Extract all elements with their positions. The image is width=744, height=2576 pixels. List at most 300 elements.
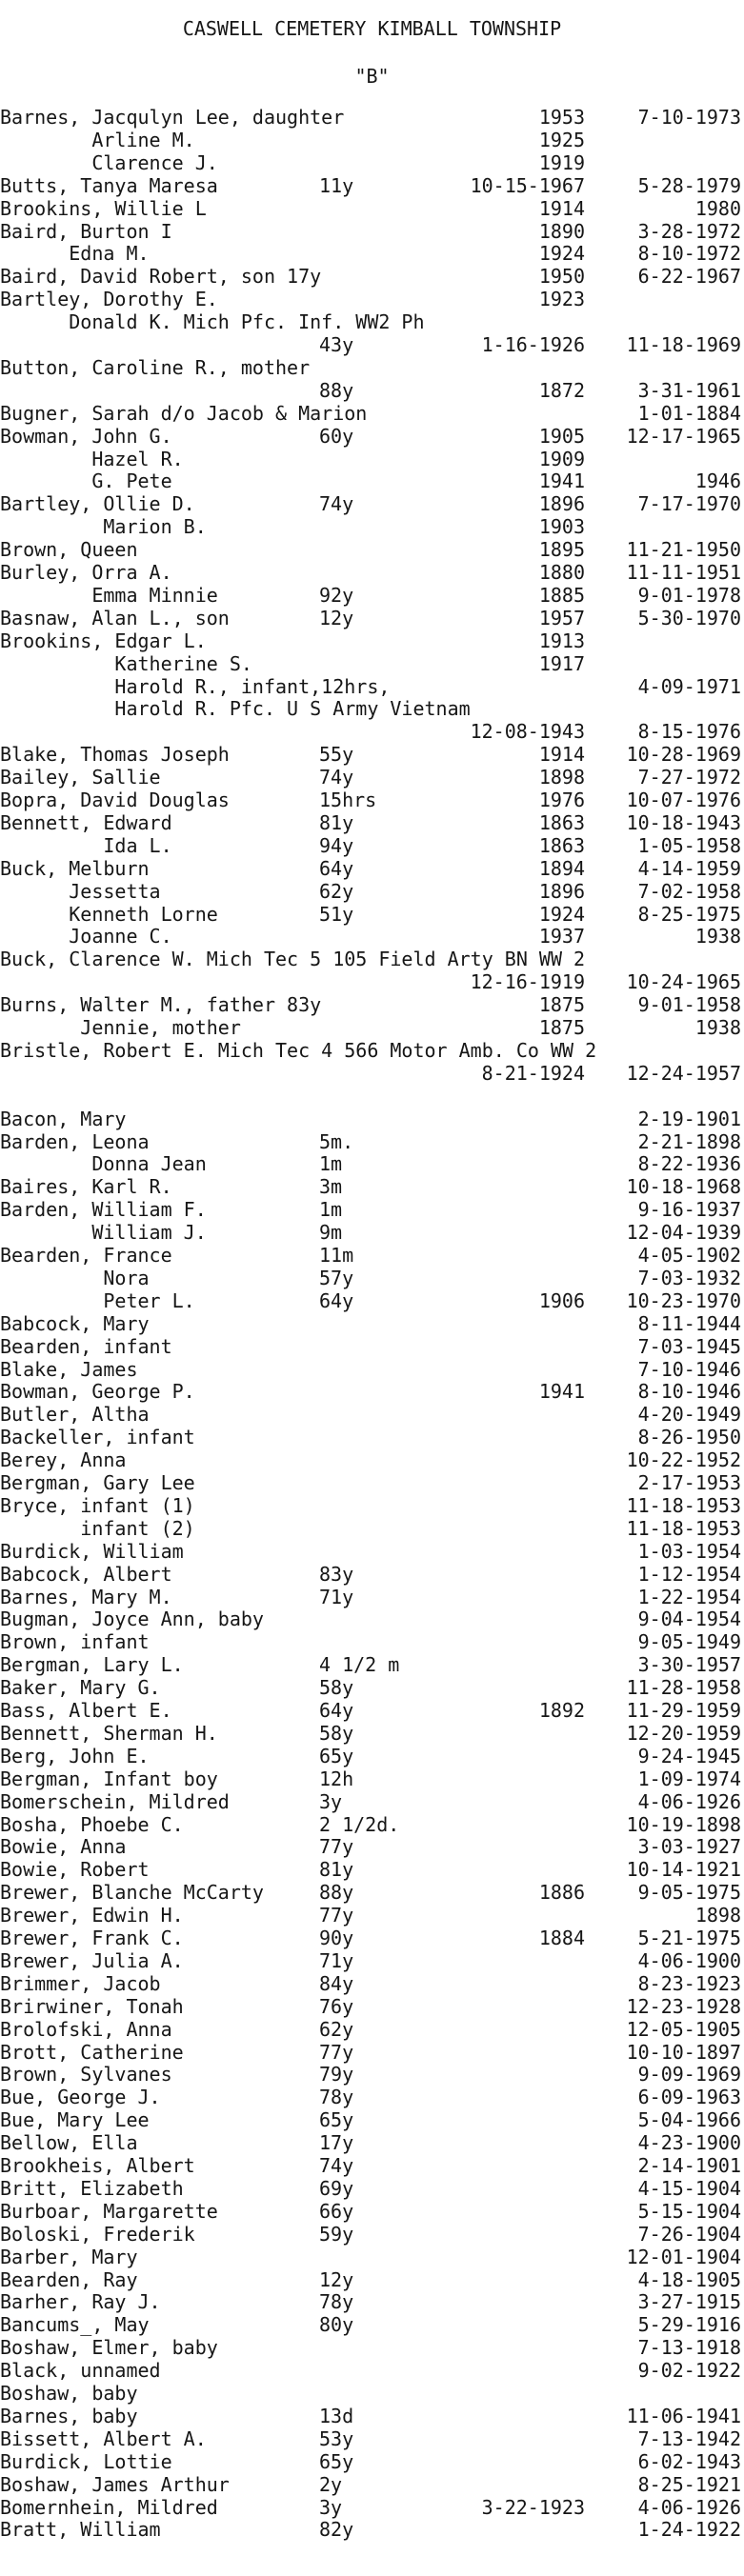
burial-record xyxy=(0,175,744,196)
deceased-name: Brewer, Frank C. xyxy=(0,1927,184,1949)
deceased-name: Burdick, William xyxy=(0,1539,184,1563)
age-at-death: 78y xyxy=(319,2086,354,2109)
death-date: 10-18-1943 xyxy=(626,810,741,834)
burial-record xyxy=(0,2224,744,2245)
age-at-death: 11m xyxy=(319,1244,354,1267)
deceased-name: Joanne C. xyxy=(0,925,172,949)
deceased-name: Ida L. xyxy=(0,833,172,857)
burial-record xyxy=(0,2155,744,2176)
burial-record xyxy=(0,289,744,310)
deceased-name: Blake, Thomas Joseph xyxy=(0,743,230,767)
birth-date: 1872 xyxy=(538,378,585,402)
deceased-name: William J. xyxy=(0,1221,207,1245)
burial-record xyxy=(0,426,744,447)
burial-record xyxy=(0,380,744,401)
death-date: 2-19-1901 xyxy=(637,1107,741,1130)
age-at-death: 77y xyxy=(319,2040,354,2064)
burial-record xyxy=(0,1608,744,1629)
deceased-name: Kenneth Lorne xyxy=(0,902,218,926)
deceased-name: Bacon, Mary xyxy=(0,1107,127,1130)
burial-record xyxy=(0,721,744,742)
deceased-name: Berg, John E. xyxy=(0,1744,150,1767)
deceased-name: Boshaw, baby xyxy=(0,2382,138,2405)
burial-record xyxy=(0,1359,744,1380)
death-date: 1-05-1958 xyxy=(637,833,741,857)
age-at-death: 5m. xyxy=(319,1129,354,1153)
deceased-name: Baker, Mary G. xyxy=(0,1676,161,1700)
death-date: 8-22-1936 xyxy=(637,1152,741,1176)
deceased-name: Bosha, Phoebe C. xyxy=(0,1812,184,1836)
age-at-death: 82y xyxy=(319,2518,354,2542)
burial-record xyxy=(0,630,744,651)
burial-record xyxy=(0,1882,744,1903)
birth-date: 1919 xyxy=(538,150,585,174)
deceased-name: Brown, infant xyxy=(0,1630,150,1654)
age-at-death: 83y xyxy=(319,1562,354,1586)
age-at-death: 80y xyxy=(319,2313,354,2337)
death-date: 11-18-1953 xyxy=(626,1516,741,1540)
deceased-name: Barden, William F. xyxy=(0,1198,207,1222)
death-date: 11-18-1969 xyxy=(626,333,741,356)
deceased-name: Harold R., infant,12hrs, xyxy=(0,674,391,698)
age-at-death: 12h xyxy=(319,1767,354,1790)
deceased-name: Bartley, Ollie D. xyxy=(0,492,195,516)
death-date: 8-11-1944 xyxy=(637,1311,741,1335)
burial-record xyxy=(0,858,744,879)
death-date: 5-28-1979 xyxy=(637,173,741,197)
death-date: 9-01-1978 xyxy=(637,583,741,607)
age-at-death: 9m xyxy=(319,1221,343,1245)
burial-record xyxy=(0,1631,744,1652)
birth-date: 1924 xyxy=(538,902,585,926)
deceased-name: Brown, Queen xyxy=(0,538,138,562)
age-at-death: 55y xyxy=(319,743,354,767)
birth-date: 1863 xyxy=(538,810,585,834)
burial-record xyxy=(0,311,744,332)
death-date: 9-05-1949 xyxy=(637,1630,741,1654)
burial-record xyxy=(0,334,744,355)
birth-date: 1880 xyxy=(538,561,585,584)
burial-record xyxy=(0,1950,744,1971)
burial-record xyxy=(0,1381,744,1402)
burial-record xyxy=(0,2178,744,2199)
deceased-name: Blake, James xyxy=(0,1357,138,1381)
deceased-name: Harold R. Pfc. U S Army Vietnam xyxy=(0,697,471,721)
death-date: 9-24-1945 xyxy=(637,1744,741,1767)
death-date: 11-29-1959 xyxy=(626,1699,741,1722)
burial-record xyxy=(0,1768,744,1789)
burial-record xyxy=(0,1973,744,1994)
death-date: 10-23-1970 xyxy=(626,1288,741,1312)
deceased-name: Brimmer, Jacob xyxy=(0,1971,161,1995)
age-at-death: 3y xyxy=(319,1789,343,1813)
burial-record xyxy=(0,2132,744,2153)
age-at-death: 65y xyxy=(319,2449,354,2473)
age-at-death: 15hrs xyxy=(319,789,377,811)
deceased-name: Barden, Leona xyxy=(0,1129,150,1153)
deceased-name: Burley, Orra A. xyxy=(0,561,172,584)
deceased-name: Marion B. xyxy=(0,515,207,539)
deceased-name: Baires, Karl R. xyxy=(0,1175,172,1199)
death-date: 12-04-1939 xyxy=(626,1221,741,1245)
age-at-death: 12y xyxy=(319,2267,354,2291)
death-date: 12-05-1905 xyxy=(626,2017,741,2041)
deceased-name: Bowie, Anna xyxy=(0,1835,127,1859)
deceased-name: Burboar, Margarette xyxy=(0,2199,218,2223)
burial-record xyxy=(0,653,744,674)
age-at-death: 3m xyxy=(319,1175,343,1199)
burial-record xyxy=(0,2064,744,2085)
age-at-death: 74y xyxy=(319,766,354,789)
deceased-name: Barber, Mary xyxy=(0,2245,138,2268)
burial-record xyxy=(0,2406,744,2426)
death-date: 2-21-1898 xyxy=(637,1129,741,1153)
deceased-name: Jessetta xyxy=(0,879,161,903)
birth-date: 1925 xyxy=(538,128,585,151)
burial-record xyxy=(0,1040,744,1061)
death-date: 7-02-1958 xyxy=(637,879,741,903)
deceased-name: Clarence J. xyxy=(0,150,218,174)
death-date: 12-23-1928 xyxy=(626,1994,741,2018)
burial-record xyxy=(0,1700,744,1721)
age-at-death: 60y xyxy=(319,424,354,448)
deceased-name: Nora xyxy=(0,1266,150,1289)
burial-record xyxy=(0,221,744,242)
birth-date: 1957 xyxy=(538,606,585,629)
deceased-name: Bowman, George P. xyxy=(0,1380,195,1404)
birth-date: 1875 xyxy=(538,1016,585,1039)
death-date: 12-01-1904 xyxy=(626,2245,741,2268)
age-at-death: 74y xyxy=(319,492,354,516)
deceased-name: Brookins, Willie L xyxy=(0,196,207,220)
age-at-death: 51y xyxy=(319,902,354,926)
death-date: 11-11-1951 xyxy=(626,561,741,584)
age-at-death: 76y xyxy=(319,1994,354,2018)
death-date: 1938 xyxy=(694,1016,741,1039)
deceased-name: Black, unnamed xyxy=(0,2359,161,2383)
deceased-name: Brookins, Edgar L. xyxy=(0,629,207,652)
birth-date: 1863 xyxy=(538,833,585,857)
death-date: 12-17-1965 xyxy=(626,424,741,448)
birth-date: 12-08-1943 xyxy=(470,720,585,744)
burial-record xyxy=(0,1063,744,1084)
death-date: 8-15-1976 xyxy=(637,720,741,744)
deceased-name: Buck, Clarence W. Mich Tec 5 105 Field Arty BN WW 2 xyxy=(0,948,586,971)
birth-date: 1909 xyxy=(538,447,585,470)
birth-date: 1950 xyxy=(538,265,585,289)
age-at-death: 2 1/2d. xyxy=(319,1812,400,1836)
age-at-death: 69y xyxy=(319,2176,354,2200)
burial-record xyxy=(0,904,744,925)
deceased-name: Bryce, infant (1) xyxy=(0,1493,195,1517)
burial-record xyxy=(0,1131,744,1152)
burial-record xyxy=(0,2109,744,2130)
deceased-name: Hazel R. xyxy=(0,447,184,470)
section-letter: "B" xyxy=(354,65,390,88)
deceased-name: Bratt, William xyxy=(0,2518,161,2542)
birth-date: 10-15-1967 xyxy=(470,173,585,197)
deceased-name: Boshaw, Elmer, baby xyxy=(0,2336,218,2360)
burial-record xyxy=(0,2201,744,2222)
death-date: 10-24-1965 xyxy=(626,970,741,994)
burial-record xyxy=(0,562,744,583)
age-at-death: 81y xyxy=(319,810,354,834)
birth-date: 1896 xyxy=(538,492,585,516)
age-at-death: 2y xyxy=(319,2472,343,2496)
death-date: 10-22-1952 xyxy=(626,1448,741,1472)
birth-date: 1895 xyxy=(538,538,585,562)
burial-record xyxy=(0,1541,744,1562)
death-date: 8-23-1923 xyxy=(637,1971,741,1995)
deceased-name: Barnes, Jacqulyn Lee, daughter xyxy=(0,106,345,129)
birth-date: 1937 xyxy=(538,925,585,949)
burial-record xyxy=(0,2519,744,2540)
burial-record xyxy=(0,1905,744,1926)
birth-date: 1914 xyxy=(538,743,585,767)
deceased-name: Bennett, Edward xyxy=(0,810,172,834)
deceased-name: Brolofski, Anna xyxy=(0,2017,172,2041)
burial-record xyxy=(0,357,744,378)
death-date: 4-18-1905 xyxy=(637,2267,741,2291)
death-date: 12-24-1957 xyxy=(626,1061,741,1085)
burial-record xyxy=(0,1199,744,1220)
burial-record xyxy=(0,2497,744,2518)
death-date: 4-20-1949 xyxy=(637,1403,741,1427)
birth-date: 1886 xyxy=(538,1881,585,1905)
death-date: 7-03-1945 xyxy=(637,1334,741,1358)
birth-date: 12-16-1919 xyxy=(470,970,585,994)
death-date: 12-20-1959 xyxy=(626,1721,741,1745)
deceased-name: Bergman, Gary Lee xyxy=(0,1471,195,1494)
death-date: 11-28-1958 xyxy=(626,1676,741,1700)
death-date: 1938 xyxy=(694,925,741,949)
birth-date: 1953 xyxy=(538,106,585,129)
birth-date: 1941 xyxy=(538,1380,585,1404)
age-at-death: 88y xyxy=(319,1881,354,1905)
burial-record xyxy=(0,493,744,514)
birth-date: 1884 xyxy=(538,1927,585,1949)
age-at-death: 94y xyxy=(319,833,354,857)
burial-record xyxy=(0,1449,744,1470)
death-date: 1898 xyxy=(694,1904,741,1927)
death-date: 5-04-1966 xyxy=(637,2108,741,2132)
birth-date: 1875 xyxy=(538,993,585,1017)
death-date: 3-31-1961 xyxy=(637,378,741,402)
burial-record xyxy=(0,516,744,537)
deceased-name: Bue, George J. xyxy=(0,2086,161,2109)
deceased-name: Brewer, Blanche McCarty xyxy=(0,1881,264,1905)
age-at-death: 59y xyxy=(319,2222,354,2246)
deceased-name: Basnaw, Alan L., son xyxy=(0,606,230,629)
death-date: 7-26-1904 xyxy=(637,2222,741,2246)
burial-record xyxy=(0,1268,744,1288)
age-at-death: 88y xyxy=(319,378,354,402)
death-date: 5-21-1975 xyxy=(637,1927,741,1949)
death-date: 2-17-1953 xyxy=(637,1471,741,1494)
age-at-death: 58y xyxy=(319,1676,354,1700)
burial-record xyxy=(0,1996,744,2017)
burial-record xyxy=(0,1108,744,1129)
burial-record xyxy=(0,2247,744,2267)
death-date: 7-13-1918 xyxy=(637,2336,741,2360)
burial-record xyxy=(0,1086,744,1107)
birth-date: 1898 xyxy=(538,766,585,789)
death-date: 4-06-1926 xyxy=(637,2495,741,2519)
burial-record xyxy=(0,789,744,810)
birth-date: 1905 xyxy=(538,424,585,448)
death-date: 9-02-1922 xyxy=(637,2359,741,2383)
death-date: 4-06-1926 xyxy=(637,1789,741,1813)
deceased-name: Buck, Melburn xyxy=(0,856,150,880)
burial-record xyxy=(0,107,744,128)
death-date: 4-15-1904 xyxy=(637,2176,741,2200)
birth-date: 1890 xyxy=(538,219,585,243)
burial-record xyxy=(0,2314,744,2335)
burial-record xyxy=(0,881,744,902)
deceased-name: Bristle, Robert E. Mich Tec 4 566 Motor Amb. Co WW 2 xyxy=(0,1038,597,1062)
deceased-name: Emma Minnie xyxy=(0,583,218,607)
deceased-name: Bergman, Infant boy xyxy=(0,1767,218,1790)
age-at-death: 84y xyxy=(319,1971,354,1995)
deceased-name: Bomerschein, Mildred xyxy=(0,1789,230,1813)
death-date: 2-14-1901 xyxy=(637,2154,741,2177)
burial-record xyxy=(0,1746,744,1767)
burial-record xyxy=(0,767,744,788)
birth-date: 1976 xyxy=(538,789,585,811)
death-date: 3-30-1957 xyxy=(637,1653,741,1677)
death-date: 10-10-1897 xyxy=(626,2040,741,2064)
age-at-death: 79y xyxy=(319,2063,354,2087)
deceased-name: Bennett, Sherman H. xyxy=(0,1721,218,1745)
death-date: 1-22-1954 xyxy=(637,1585,741,1608)
deceased-name: Butler, Altha xyxy=(0,1403,150,1427)
burial-record xyxy=(0,585,744,606)
burial-record xyxy=(0,1472,744,1493)
burial-record xyxy=(0,1836,744,1857)
death-date: 9-05-1975 xyxy=(637,1881,741,1905)
burial-record xyxy=(0,2042,744,2063)
deceased-name: Button, Caroline R., mother xyxy=(0,355,311,379)
birth-date: 1924 xyxy=(538,242,585,266)
deceased-name: Britt, Elizabeth xyxy=(0,2176,184,2200)
deceased-name: Bearden, France xyxy=(0,1244,172,1267)
burial-record xyxy=(0,152,744,173)
deceased-name: Bue, Mary Lee xyxy=(0,2108,150,2132)
death-date: 11-21-1950 xyxy=(626,538,741,562)
death-date: 7-13-1942 xyxy=(637,2426,741,2450)
birth-date: 1903 xyxy=(538,515,585,539)
deceased-name: Burns, Walter M., father 83y xyxy=(0,993,322,1017)
death-date: 1946 xyxy=(694,469,741,493)
burial-record xyxy=(0,1176,744,1197)
deceased-name: Babcock, Albert xyxy=(0,1562,172,1586)
burial-record xyxy=(0,926,744,947)
burial-record xyxy=(0,994,744,1015)
birth-date: 1941 xyxy=(538,469,585,493)
burial-record xyxy=(0,1791,744,1812)
deceased-name: Baird, David Robert, son 17y xyxy=(0,265,322,289)
deceased-name: Bergman, Lary L. xyxy=(0,1653,184,1677)
death-date: 8-10-1972 xyxy=(637,242,741,266)
age-at-death: 74y xyxy=(319,2154,354,2177)
burial-record xyxy=(0,812,744,833)
age-at-death: 64y xyxy=(319,856,354,880)
age-at-death: 71y xyxy=(319,1585,354,1608)
age-at-death: 3y xyxy=(319,2495,343,2519)
deceased-name: Arline M. xyxy=(0,128,195,151)
burial-record xyxy=(0,744,744,765)
death-date: 8-25-1921 xyxy=(637,2472,741,2496)
deceased-name: Bomernhein, Mildred xyxy=(0,2495,218,2519)
age-at-death: 64y xyxy=(319,1699,354,1722)
deceased-name: Bugner, Sarah d/o Jacob & Marion xyxy=(0,401,368,425)
burial-record xyxy=(0,2269,744,2290)
burial-record xyxy=(0,1859,744,1880)
deceased-name: Bugman, Joyce Ann, baby xyxy=(0,1608,264,1631)
death-date: 11-18-1953 xyxy=(626,1493,741,1517)
death-date: 5-15-1904 xyxy=(637,2199,741,2223)
deceased-name: Peter L. xyxy=(0,1288,195,1312)
burial-record xyxy=(0,949,744,969)
burial-record xyxy=(0,1153,744,1174)
death-date: 1-09-1974 xyxy=(637,1767,741,1790)
age-at-death: 78y xyxy=(319,2290,354,2314)
death-date: 5-29-1916 xyxy=(637,2313,741,2337)
deceased-name: G. Pete xyxy=(0,469,172,493)
death-date: 10-18-1968 xyxy=(626,1175,741,1199)
deceased-name: Bellow, Ella xyxy=(0,2131,138,2155)
age-at-death: 53y xyxy=(319,2426,354,2450)
burial-record xyxy=(0,539,744,560)
burial-record xyxy=(0,1245,744,1266)
age-at-death: 65y xyxy=(319,2108,354,2132)
age-at-death: 77y xyxy=(319,1835,354,1859)
age-at-death: 43y xyxy=(319,333,354,356)
burial-record xyxy=(0,1290,744,1311)
death-date: 1-03-1954 xyxy=(637,1539,741,1563)
death-date: 3-28-1972 xyxy=(637,219,741,243)
burial-record xyxy=(0,1336,744,1357)
age-at-death: 4 1/2 m xyxy=(319,1653,400,1677)
death-date: 1-01-1884 xyxy=(637,401,741,425)
deceased-name: Brewer, Edwin H. xyxy=(0,1904,184,1927)
burial-record xyxy=(0,971,744,992)
age-at-death: 57y xyxy=(319,1266,354,1289)
death-date: 1980 xyxy=(694,196,741,220)
death-date: 9-09-1969 xyxy=(637,2063,741,2087)
deceased-name: Backeller, infant xyxy=(0,1426,195,1449)
burial-record xyxy=(0,608,744,629)
burial-record xyxy=(0,2360,744,2381)
death-date: 3-27-1915 xyxy=(637,2290,741,2314)
death-date: 6-22-1967 xyxy=(637,265,741,289)
burial-record xyxy=(0,676,744,697)
deceased-name: Bowman, John G. xyxy=(0,424,172,448)
age-at-death: 13d xyxy=(319,2404,354,2427)
death-date: 7-10-1946 xyxy=(637,1357,741,1381)
burial-record xyxy=(0,266,744,287)
deceased-name: Baird, Burton I xyxy=(0,219,172,243)
deceased-name: Brott, Catherine xyxy=(0,2040,184,2064)
death-date: 8-10-1946 xyxy=(637,1380,741,1404)
burial-record xyxy=(0,1404,744,1425)
age-at-death: 17y xyxy=(319,2131,354,2155)
birth-date: 1885 xyxy=(538,583,585,607)
deceased-name: Barher, Ray J. xyxy=(0,2290,161,2314)
death-date: 3-03-1927 xyxy=(637,1835,741,1859)
deceased-name: Donald K. Mich Pfc. Inf. WW2 Ph xyxy=(0,310,425,334)
deceased-name: Babcock, Mary xyxy=(0,1311,150,1335)
